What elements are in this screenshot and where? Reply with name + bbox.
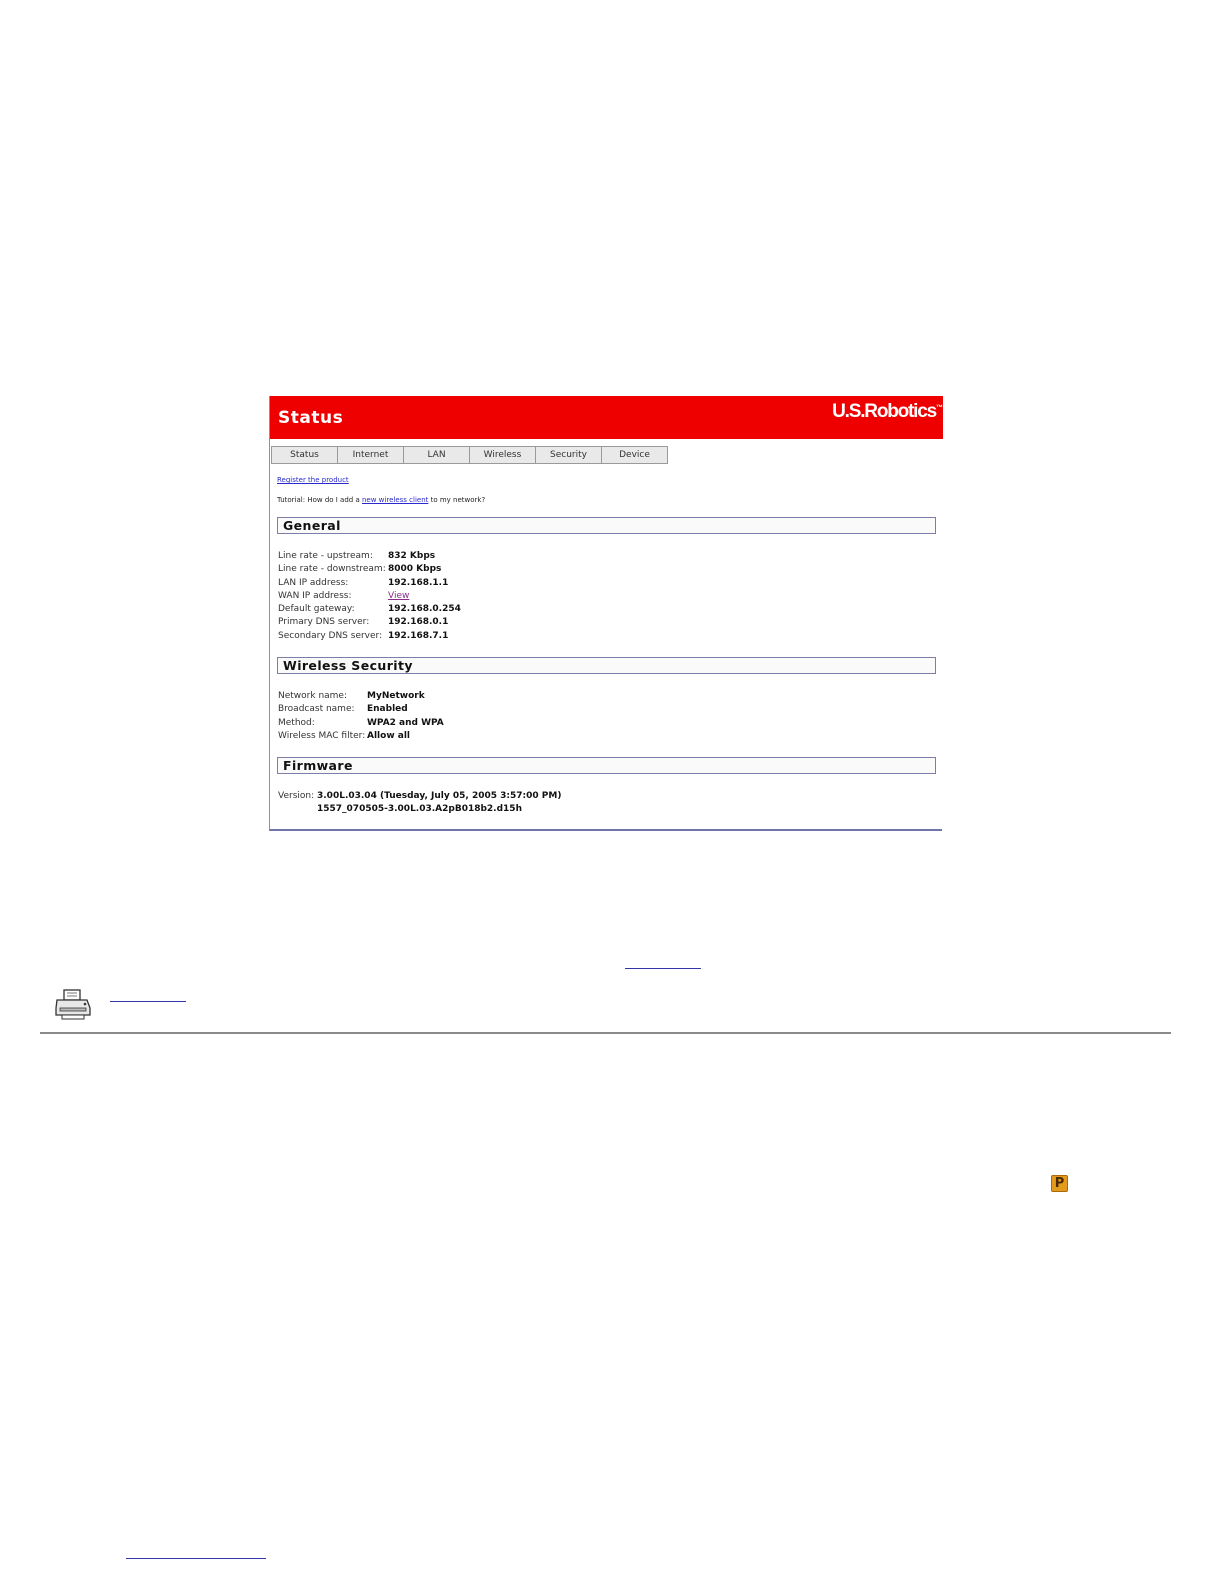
value-secondary-dns: 192.168.7.1 [388,630,449,641]
firmware-build: 1557_070505-3.00L.03.A2pB018b2.d15h [317,804,522,815]
value-method: WPA2 and WPA [367,717,444,728]
label-line-rate-upstream: Line rate - upstream: [278,551,373,561]
label-method: Method: [278,717,315,728]
new-wireless-client-link[interactable]: new wireless client [361,496,429,504]
firmware-version: 3.00L.03.04 (Tuesday, July 05, 2005 3:57:00 PM) [317,791,562,801]
label-wan-ip: WAN IP address: [278,590,352,601]
tab-status[interactable]: Status [271,446,338,464]
firmware-details [278,790,561,817]
label-version: Version: [278,791,315,801]
wireless-security-heading: Wireless Security [277,657,936,674]
center-link-underline[interactable] [625,968,701,969]
value-lan-ip: 192.168.1.1 [388,577,449,588]
label-broadcast-name: Broadcast name: [278,704,355,715]
label-lan-ip: LAN IP address: [278,577,349,588]
register-product-link[interactable]: Register the product [277,476,349,484]
tutorial-text: Tutorial: How do I add a new wireless client to my network? [277,496,486,504]
label-secondary-dns: Secondary DNS server: [278,630,383,641]
general-heading: General [277,517,936,534]
firmware-heading: Firmware [277,757,936,774]
wireless-security-details [278,690,444,743]
label-mac-filter: Wireless MAC filter: [278,730,366,741]
tab-lan[interactable]: LAN [404,446,470,464]
tab-bar [271,446,668,463]
value-default-gateway: 192.168.0.254 [388,604,461,615]
general-details [278,550,461,643]
value-primary-dns: 192.168.0.1 [388,617,449,628]
p-badge-icon: P [1051,1175,1068,1192]
tab-internet[interactable]: Internet [338,446,404,464]
page-title: Status [278,408,344,428]
print-link-underline[interactable] [110,1001,186,1002]
label-network-name: Network name: [278,691,347,701]
bottom-link-underline[interactable] [126,1558,266,1559]
router-header [270,396,943,439]
usrobotics-logo: U.S.Robotics™ [832,401,943,422]
value-line-rate-upstream: 832 Kbps [388,551,436,561]
label-default-gateway: Default gateway: [278,604,355,615]
tab-device[interactable]: Device [602,446,668,464]
label-primary-dns: Primary DNS server: [278,617,370,628]
horizontal-divider [40,1032,1171,1034]
tab-security[interactable]: Security [536,446,602,464]
value-line-rate-downstream: 8000 Kbps [388,564,442,575]
value-mac-filter: Allow all [367,730,411,741]
value-network-name: MyNetwork [367,691,425,701]
router-status-screenshot [269,396,942,831]
label-line-rate-downstream: Line rate - downstream: [278,564,386,575]
wan-ip-view-link[interactable]: View [388,590,410,601]
printer-icon[interactable] [54,988,92,1020]
value-broadcast-name: Enabled [367,704,408,715]
tab-wireless[interactable]: Wireless [470,446,536,464]
